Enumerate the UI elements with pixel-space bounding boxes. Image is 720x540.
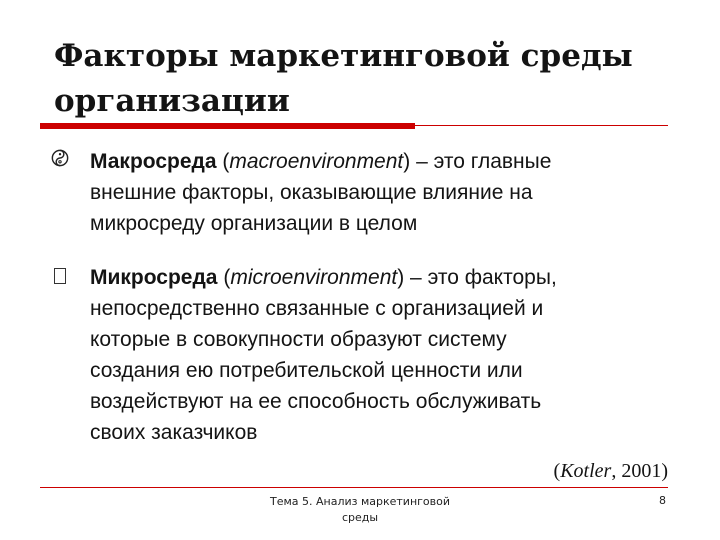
footer-line-1: Тема 5. Анализ маркетинговой [269,495,451,508]
yin-yang-icon [51,149,69,167]
bullet-1-line-1: Макросреда (macroenvironment) – это главные [90,150,552,173]
bullet-microenvironment [90,262,690,448]
english-term-micro: microenvironment [230,266,398,289]
page-number: 8 [659,494,666,507]
bullet-2-line-3: которые в совокупности образуют систему [90,328,507,351]
footer-rule [40,487,668,488]
citation [554,460,668,483]
bullet-2-text-1: ) – это факторы, [397,266,557,289]
bullet-macroenvironment [90,146,690,239]
bullet-1-line-3: микросреду организации в целом [90,212,418,235]
bullet-2-line-5: воздействуют на ее способность обслуживать [90,390,542,413]
footer-text [240,494,480,526]
empty-box-icon [54,268,66,284]
citation-year: , 2001) [611,460,668,482]
bullet-2-line-2: непосредственно связанные с организацией и [90,297,544,320]
bullet-2-line-4: создания ею потребительской ценности или [90,359,523,382]
bullet-2-line-1: Микросреда (microenvironment) – это факторы, [90,266,557,289]
slide-title-line-1: Факторы маркетинговой среды [54,38,633,74]
term-micro: Микросреда [90,266,218,289]
bullet-2-line-6: своих заказчиков [90,421,258,444]
citation-author: Kotler [560,460,612,482]
footer-line-2: среды [341,511,379,524]
title-underline-thick [40,123,415,129]
slide-title-line-2: организации [54,83,290,119]
citation-open: ( [553,460,561,482]
term-macro: Макросреда [90,150,217,173]
bullet-1-line-2: внешние факторы, оказывающие влияние на [90,181,533,204]
title-underline-thin [415,125,668,126]
english-term-macro: macroenvironment [229,150,404,173]
bullet-1-text-1: ) – это главные [403,150,552,173]
slide-title [54,34,654,124]
